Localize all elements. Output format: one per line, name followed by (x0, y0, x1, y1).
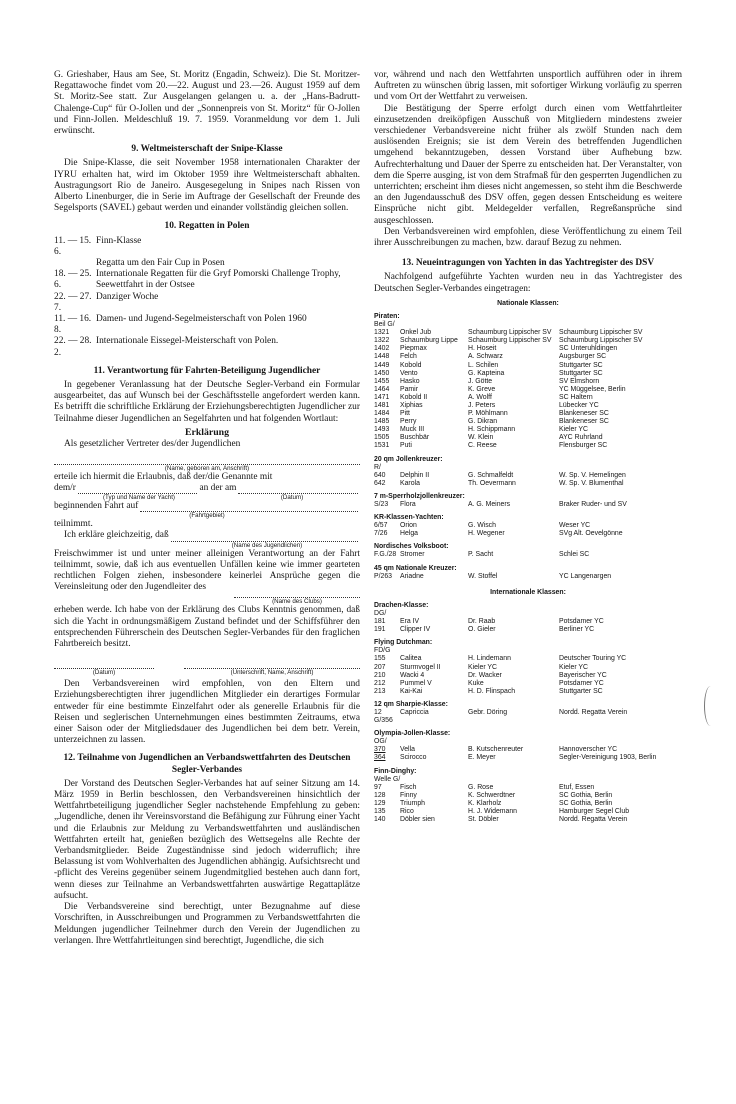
yacht-club: Nordd. Regatta Verein (559, 816, 628, 824)
yacht-name: Felch (400, 353, 417, 361)
yacht-club: Bayerischer YC (559, 671, 607, 679)
yacht-name: Delphin II (400, 471, 430, 479)
yacht-class-prefix: R/ (374, 463, 381, 471)
yacht-owner: O. Gieler (468, 626, 496, 634)
yacht-number: 1448 (374, 353, 390, 361)
yacht-owner: Th. Oevermann (468, 479, 516, 487)
caption-typ: (Typ und Name der Yacht) (103, 494, 175, 501)
yacht-number: 129 (374, 799, 386, 807)
yacht-row (374, 551, 682, 559)
yacht-name: Fisch (400, 783, 417, 791)
yacht-class-title: Nordisches Volksboot: (374, 543, 449, 551)
regatta-date: 11. — 16. 8. (54, 314, 92, 336)
yacht-row (374, 746, 682, 754)
yacht-name: Kai-Kai (400, 687, 423, 695)
yacht-club: Nordd. Regatta Verein (559, 708, 628, 716)
declaration-text-3: erheben werde. Ich habe von der Erklärung des Clubs Kenntnis genommen, daß sich die Yacht in ordnungsmäßigem Zustand befindet und der Schiffsführer den entsprechenden Führerschein des Deutschen Segler-Verbandes für den fraglichen Fahrtbereich besitzt. (54, 605, 360, 650)
yacht-club: Schaumburg Lippischer SV (559, 329, 643, 337)
yacht-owner: Kieler YC (468, 663, 497, 671)
international-groups (374, 602, 682, 824)
yacht-club: Stuttgarter SC (559, 369, 603, 377)
yacht-club: SC Haltern (559, 393, 593, 401)
yacht-class-title: 45 qm Nationale Kreuzer: (374, 564, 457, 572)
yacht-class-prefix: Welle G/ (374, 775, 401, 783)
yacht-owner: J. Peters (468, 401, 496, 409)
yacht-owner: Gebr. Döring (468, 708, 508, 716)
yacht-club: Flensburger SC (559, 442, 608, 450)
yacht-class-title: Piraten: (374, 312, 400, 320)
yacht-name: Buschbär (400, 434, 430, 442)
yacht-owner: K. Schwerdtner (468, 791, 516, 799)
caption-club: (Name des Clubs) (272, 598, 322, 606)
yacht-club: Kieler YC (559, 663, 588, 671)
label-an-der-am: an der am (199, 482, 237, 493)
regatta-item (54, 236, 360, 258)
yacht-name: Onkel Jub (400, 329, 432, 337)
yacht-number: 640 (374, 471, 386, 479)
yacht-owner: H. D. Flinspach (468, 687, 516, 695)
national-classes-title: Nationale Klassen: (497, 299, 559, 307)
field-date (238, 484, 358, 494)
yacht-owner: G. Schmalfeldt (468, 471, 514, 479)
declaration-text-2: Freischwimmer ist und unter meiner alleinigen Verantwortung an der Fahrt teilnimmt, sowie, daß ich aus eventuellen Unfällen keine wie immer gearteten rechtlichen Folgen ziehen, insbesondere keinerlei Ansprüche gegen die Vereinsleitung oder den Jugendleiter des (54, 548, 360, 593)
yacht-row (374, 664, 682, 672)
regatta-item (54, 336, 360, 358)
yacht-owner: A. G. Meiners (468, 501, 511, 509)
field-signature-date (54, 662, 154, 669)
margin-mark (704, 686, 717, 726)
yacht-club: Potsdamer YC (559, 679, 604, 687)
yacht-name: Clipper IV (400, 626, 431, 634)
yacht-class-title: KR-Klassen-Yachten: (374, 514, 444, 522)
yacht-owner: Dr. Raab (468, 618, 496, 626)
section-12-text: Der Vorstand des Deutschen Segler-Verbandes hat auf seiner Sitzung am 14. März 1959 in Berlin beschlossen, den Verbandsvereinen hinsichtlich der Wettfahrtbeteiligung jugendlicher Segler nachstehende Empfehlung zu geben: „Jugendliche, denen ihr Vereinsvorstand die Befähigung zur Führung einer Yacht und die Erlaubnis zur Meldung zu Verbandswettfahrten und ausländischen Wettfahrten erteilt hat, genießen bezüglich des Wettsegelns alle Rechte der Verbandsmitglieder. Beide Zugeständnisse sind jedoch widerruflich; ihre Belassung ist vom Wohlverhalten des Jugendlichen abhängig. Aufsichtsrecht und -pflicht des Vereins gegenüber seinem Jugendmitglied bestehen auch dann fort, wenn dieses zur Teilnahme an Verbandswettfahrten auswärtige Regattaplätze aufsucht. (54, 778, 360, 901)
yacht-class-title: Flying Dutchman: (374, 639, 433, 647)
yacht-club: Deutscher Touring YC (559, 655, 627, 663)
yacht-owner: A. Schwarz (468, 353, 503, 361)
yacht-name: Rico (400, 808, 414, 816)
section-13-text: Nachfolgend aufgeführte Yachten wurden neu in das Yachtregister des Deutschen Segler-Verbandes eingetragen: (374, 272, 682, 294)
yacht-number: 1481 (374, 401, 390, 409)
label-beginnenden: beginnenden Fahrt auf (54, 501, 139, 511)
yacht-club: W. Sp. V. Blumenthal (559, 479, 624, 487)
caption-row-yacht (54, 494, 360, 501)
signature-lines (54, 662, 360, 669)
caption-name: (Name, geboren am, Anschrift) (164, 464, 250, 472)
right-column (374, 70, 682, 824)
yacht-number: 1449 (374, 361, 390, 369)
regatta-item (54, 314, 360, 336)
yacht-owner: H. Lindemann (468, 655, 511, 663)
yacht-owner: W. Stoffel (468, 572, 498, 580)
yacht-number: 1493 (374, 426, 390, 434)
regatta-date: 18. — 25. 6. (54, 269, 92, 291)
yacht-number: 207 (374, 663, 386, 671)
yacht-owner: Schaumburg Lippischer SV (468, 329, 552, 337)
yacht-owner: K. Klarholz (468, 799, 502, 807)
yacht-club: Segler-Vereinigung 1903, Berlin (559, 754, 657, 762)
yacht-row (374, 816, 682, 824)
yacht-owner: G. Dikran (468, 418, 498, 426)
yacht-club: SVg Alt. Oevelgönne (559, 530, 623, 538)
yacht-row (374, 329, 682, 337)
yacht-number: S/23 (374, 501, 389, 509)
yacht-number: 6/57 (374, 522, 388, 530)
section-11-title: 11. Verantwortung für Fahrten-Beteiligung Jugendlicher (93, 365, 321, 376)
yacht-class-title: Drachen-Klasse: (374, 601, 429, 609)
yacht-number: 1505 (374, 434, 390, 442)
section-9-text: Die Snipe-Klasse, die seit November 1958 internationalen Charakter der IYRU erhalten hat, wird im Oktober 1959 ihre Weltmeisterschaft abhalten. Austragungsort Rio de Janeiro. Ausgesegelung in Snipes nach Rissen von Alberto Linenburger, die in Serie im Auftrage der Gesellschaft der Freunde des Segelsports (SAVEL) gebaut werden und einander vollständig gleichen sollen. (54, 158, 360, 214)
yacht-number: F.G./28 (374, 551, 397, 559)
yacht-number: 1464 (374, 385, 390, 393)
yacht-class-prefix: FD/G (374, 647, 391, 655)
yacht-owner: E. Meyer (468, 754, 496, 762)
regatta-item (54, 292, 360, 314)
yacht-name: Karola (400, 479, 420, 487)
signature-captions (54, 669, 360, 676)
yacht-row (374, 426, 682, 434)
regatta-date: 22. — 27. 7. (54, 291, 92, 313)
yacht-name: Triumph (400, 799, 426, 807)
yacht-owner: W. Klein (468, 434, 494, 442)
caption-signature: (Unterschrift, Name, Anschrift) (230, 669, 314, 677)
form-row-fahrt (54, 501, 360, 512)
yacht-row (374, 754, 682, 762)
yacht-row (374, 480, 682, 488)
regatta-text: Internationale Eissegel-Meisterschaft von Polen. (96, 336, 279, 347)
yacht-owner: Dr. Wacker (468, 671, 502, 679)
intro-paragraph: G. Grieshaber, Haus am See, St. Moritz (Engadin, Schweiz). Die St. Moritzer-Regattawoche findet vom 20.—22. August und 23.—26. August 1959 auf dem St. Moritz-See statt. Zur Ausgelangen gelangen u. a. der „Hans-Badrutt-Chalenge-Cup“ für O-Jollen und der „Sonnenpreis von St. Moritz“ für O-Jollen und Finn-Jollen. Meldeschluß 19. 7. 1959. Voranmeldung vor dem 1. Juli erwünscht. (54, 70, 360, 137)
yacht-name: Puti (400, 442, 412, 450)
yacht-club: Blankeneser SC (559, 410, 609, 418)
yacht-club: Etuf, Essen (559, 783, 595, 791)
yacht-row (374, 800, 682, 808)
regatta-date (54, 258, 96, 269)
yacht-name: Stromer (400, 551, 425, 559)
yacht-name: Capriccia (400, 708, 429, 716)
yacht-row (374, 410, 682, 418)
regatta-list (54, 236, 360, 359)
yacht-number: 135 (374, 808, 386, 816)
yacht-row (374, 680, 682, 688)
yacht-owner: B. Kutschenreuter (468, 746, 524, 754)
yacht-owner: H. Schippmann (468, 426, 516, 434)
label-dem: dem/r (54, 482, 76, 493)
form-line-name (54, 453, 360, 465)
yacht-row (374, 573, 682, 581)
yacht-row (374, 434, 682, 442)
yacht-owner: J. Götte (468, 377, 493, 385)
yacht-club: Kieler YC (559, 426, 588, 434)
declaration-line-2: erteile ich hiermit die Erlaubnis, daß der/die Genannte mit (54, 471, 273, 482)
yacht-club: Schaumburg Lippischer SV (559, 337, 643, 345)
yacht-name: Perry (400, 418, 417, 426)
regatta-item (54, 269, 360, 291)
section-12-title: 12. Teilnahme von Jugendlichen an Verbandswettfahrten des Deutschen Segler-Verbandes (63, 753, 351, 775)
caption-name-jugendlicher: (Name des Jugendlichen) (231, 541, 303, 549)
regatta-text: Danziger Woche (96, 291, 159, 302)
yacht-row (374, 808, 682, 816)
yacht-club: Hannoverscher YC (559, 746, 618, 754)
yacht-row (374, 618, 682, 626)
yacht-number: P/263 (374, 572, 393, 580)
yacht-club: Weser YC (559, 522, 591, 530)
yacht-club: Stuttgarter SC (559, 687, 603, 695)
declaration-title: Erklärung (184, 426, 230, 438)
continuation-paragraph-1: vor, während und nach den Wettfahrten unsportlich aufführen oder in ihrem Auftreten zu wünschen übrig lassen, mit sofortiger Wirkung vorläufig zu sperren und vom Ort der Wettfahrt zu verweisen. (374, 70, 682, 103)
yacht-name: Hasko (400, 377, 420, 385)
yacht-row (374, 688, 682, 696)
regatta-text: Regatta um den Fair Cup in Posen (96, 258, 225, 269)
yacht-name: Piepmax (400, 345, 427, 353)
yacht-number: 181 (374, 618, 386, 626)
yacht-name: Kobold (400, 361, 422, 369)
continuation-paragraph-2: Die Bestätigung der Sperre erfolgt durch einen vom Wettfahrtleiter einzusetzenden dreiköpfigen Ausschuß von Mitgliedern mindestens zweier verschiedener Verbandsvereine nicht früher als zwölf Stunden nach dem auslösenden Ereignis; sie ist dem Verein des betreffenden Jugendlichen umgehend bekanntzugeben, dessen Vorstand über Aufhebung bzw. Aufrechterhaltung und Dauer der Sperre zu entscheiden hat. Der Veranstalter, von dem die Sperre ausging, ist von dem Strafmaß für den gesperrten Jugendlichen zu unterrichten; erscheint ihm dieses nicht angemessen, so steht ihm die Beschwerde an den Jugendausschuß des DSV offen, gegen dessen Entscheidung es weitere Einsprüche nicht gibt. Meldegelder verfallen, Regreßansprüche sind ausgeschlossen. (374, 103, 682, 226)
yacht-owner: G. Wisch (468, 522, 496, 530)
yacht-row (374, 472, 682, 480)
yacht-class-title: 20 qm Jollenkreuzer: (374, 455, 443, 463)
yacht-club: Blankeneser SC (559, 418, 609, 426)
field-fahrtgebiet (140, 502, 358, 512)
yacht-row (374, 353, 682, 361)
section-9-title: 9. Weltmeisterschaft der Snipe-Klasse (131, 144, 283, 155)
yacht-owner: K. Greve (468, 385, 496, 393)
yacht-number: 12 G/356 (374, 708, 393, 725)
yacht-name: Kobold II (400, 393, 428, 401)
field-yacht (78, 484, 198, 494)
yacht-club: Potsdamer YC (559, 618, 604, 626)
left-column (54, 70, 360, 947)
yacht-row (374, 792, 682, 800)
yacht-row (374, 522, 682, 530)
yacht-row (374, 394, 682, 402)
yacht-class-prefix: OG/ (374, 738, 387, 746)
yacht-row (374, 709, 682, 725)
yacht-number: 364 (374, 754, 386, 762)
yacht-name: Flora (400, 501, 416, 509)
caption-signature-date: (Datum) (92, 669, 116, 677)
yacht-name: Vento (400, 369, 418, 377)
regatta-item (54, 258, 360, 269)
yacht-class-title: Finn-Dinghy: (374, 767, 417, 775)
yacht-number: 370 (374, 746, 386, 754)
yacht-class-prefix: Beil G/ (374, 321, 395, 329)
yacht-register (374, 300, 682, 824)
regatta-date: 22. — 28. 2. (54, 336, 92, 358)
yacht-owner: Schaumburg Lippischer SV (468, 337, 552, 345)
regatta-text: Finn-Klasse (96, 235, 142, 246)
yacht-number: 1455 (374, 377, 390, 385)
yacht-number: 1484 (374, 410, 390, 418)
yacht-owner: G. Kapteina (468, 369, 505, 377)
yacht-name: Scirocco (400, 754, 427, 762)
yacht-name: Wacki 4 (400, 671, 425, 679)
yacht-number: 155 (374, 655, 386, 663)
label-gleichzeitig: Ich erkläre gleichzeitig, daß (64, 530, 169, 541)
yacht-row (374, 362, 682, 370)
regatta-date: 11. — 15. 6. (54, 235, 92, 257)
yacht-number: 1321 (374, 329, 390, 337)
yacht-row (374, 418, 682, 426)
yacht-number: 191 (374, 626, 386, 634)
field-jugendlicher (171, 532, 358, 542)
yacht-class-title: 12 qm Sharpie-Klasse: (374, 700, 448, 708)
yacht-row (374, 337, 682, 345)
yacht-owner: H. J. Widemann (468, 808, 518, 816)
yacht-name: Muck III (400, 426, 425, 434)
yacht-number: 1322 (374, 337, 390, 345)
yacht-name: Pummel V (400, 679, 432, 687)
yacht-row (374, 386, 682, 394)
yacht-owner: St. Döbler (468, 816, 499, 824)
yacht-row (374, 655, 682, 663)
yacht-number: 1402 (374, 345, 390, 353)
yacht-class-title: 7 m-Sperrholzjollenkreuzer: (374, 492, 465, 500)
yacht-owner: P. Sacht (468, 551, 494, 559)
yacht-name: Vella (400, 746, 415, 754)
yacht-number: 7/26 (374, 530, 388, 538)
yacht-number: 212 (374, 679, 386, 687)
form-row-gleichzeitig (54, 530, 360, 541)
yacht-club: Schlei SC (559, 551, 590, 559)
yacht-row (374, 626, 682, 634)
caption-fahrtgebiet: (Fahrtgebiet) (189, 512, 225, 520)
yacht-number: 1531 (374, 442, 390, 450)
yacht-club: AYC Ruhrland (559, 434, 603, 442)
yacht-number: 97 (374, 783, 382, 791)
yacht-club: Augsburger SC (559, 353, 607, 361)
yacht-number: 213 (374, 687, 386, 695)
yacht-name: Orion (400, 522, 417, 530)
yacht-number: 128 (374, 791, 386, 799)
yacht-club: Lübecker YC (559, 401, 599, 409)
continuation-paragraph-3: Den Verbandsvereinen wird empfohlen, diese Veröffentlichung zu einem Teil ihrer Ausschreibungen zu machen, bzw. darauf Bezug zu nehmen. (374, 226, 682, 249)
field-signature (184, 662, 360, 669)
yacht-name: Era IV (400, 618, 420, 626)
yacht-owner: L. Schilen (468, 361, 499, 369)
yacht-row (374, 402, 682, 410)
yacht-number: 1471 (374, 393, 390, 401)
yacht-name: Pamir (400, 385, 418, 393)
caption-row-jugendlicher (54, 542, 360, 549)
yacht-club: SC Unteruhldingen (559, 345, 618, 353)
yacht-row (374, 530, 682, 538)
yacht-row (374, 345, 682, 353)
caption-datum: (Datum) (280, 494, 304, 501)
yacht-owner: H. Wegener (468, 530, 505, 538)
yacht-owner: C. Reese (468, 442, 497, 450)
yacht-club: Braker Ruder- und SV (559, 501, 627, 509)
yacht-club: SC Gothia, Berlin (559, 791, 613, 799)
yacht-owner: Kuke (468, 679, 484, 687)
regatta-text: Internationale Regatten für die Gryf Pomorski Challenge Trophy, Seewettfahrt in der Ostsee (96, 269, 341, 291)
yacht-class-prefix: DG/ (374, 609, 387, 617)
yacht-owner: P. Möhlmann (468, 410, 508, 418)
yacht-name: Ariadne (400, 572, 424, 580)
yacht-name: Xiphias (400, 401, 423, 409)
yacht-number: 140 (374, 816, 386, 824)
yacht-name: Finny (400, 791, 417, 799)
yacht-number: 210 (374, 671, 386, 679)
section-11-text: In gegebener Veranlassung hat der Deutsche Segler-Verband ein Formular ausgearbeitet, das auf Wunsch bei der Geschäftsstelle angefordert werden kann. Es betrifft die schriftliche Erklärung der Erziehungsberechtigten Jugendlicher zur Teilnahme dieser Jugendlichen an Segelfahrten und hat folgenden Wortlaut: (54, 380, 360, 424)
yacht-club: YC Langenargen (559, 572, 612, 580)
yacht-name: Helga (400, 530, 419, 538)
yacht-row (374, 442, 682, 450)
yacht-name: Pitt (400, 410, 410, 418)
yacht-class-title: Olympia-Jollen-Klasse: (374, 730, 451, 738)
yacht-name: Döbler sien (400, 816, 435, 824)
international-classes-title: Internationale Klassen: (490, 588, 566, 596)
yacht-row (374, 784, 682, 792)
yacht-club: SC Gothia, Berlin (559, 799, 613, 807)
yacht-owner: H. Hoseit (468, 345, 497, 353)
yacht-row (374, 370, 682, 378)
yacht-club: W. Sp. V. Hemelingen (559, 471, 626, 479)
yacht-name: Schaumburg Lippe (400, 337, 458, 345)
section-13-title: 13. Neueintragungen von Yachten in das Yachtregister des DSV (401, 258, 655, 269)
form-row-yacht (54, 483, 360, 494)
regatta-text: Damen- und Jugend-Segelmeisterschaft von Polen 1960 (96, 314, 307, 325)
yacht-owner: A. Wolff (468, 393, 492, 401)
yacht-club: Berliner YC (559, 626, 595, 634)
section-10-title: 10. Regatten in Polen (164, 221, 250, 232)
yacht-owner: G. Rose (468, 783, 494, 791)
yacht-row (374, 501, 682, 509)
yacht-number: 1450 (374, 369, 390, 377)
declaration-teilnimmt: teilnimmt. (54, 519, 93, 530)
yacht-number: 1485 (374, 418, 390, 426)
yacht-club: SV Elmshorn (559, 377, 600, 385)
declaration-line-1: Als gesetzlicher Vertreter des/der Jugendlichen (64, 439, 241, 450)
yacht-number: 642 (374, 479, 386, 487)
yacht-row (374, 378, 682, 386)
yacht-row (374, 672, 682, 680)
yacht-club: Stuttgarter SC (559, 361, 603, 369)
national-groups (374, 313, 682, 581)
section-11-text-2: Den Verbandsvereinen wird empfohlen, von den Eltern und Erziehungsberechtigten ihrer jugendlichen Mitglieder ein derartiges Formular entweder für eine bestimmte Einzelfahrt oder als generelle Erlaubnis für die Reisen und seglerischen Unternehmungen eines bestimmten Zeitraums, etwa einer Saison oder der Mitgliedsdauer des Jugendlichen bei dem betr. Verein, unterzeichnen zu lassen. (54, 679, 360, 746)
section-12-text-2: Die Verbandsvereine sind berechtigt, unter Bezugnahme auf diese Vorschriften, in Ausschreibungen und Programmen zu Verbandswettfahrten die Meldungen jugendlicher Teilnehmer durch den Verein der Jugendlichen zu verlangen. Ihre Wettfahrtleitungen sind berechtigt, Jugendliche, die sich (54, 902, 360, 946)
yacht-club: Hamburger Segel Club (559, 808, 630, 816)
yacht-club: YC Müggelsee, Berlin (559, 385, 626, 393)
yacht-name: Calitea (400, 655, 422, 663)
yacht-name: Sturmvogel II (400, 663, 441, 671)
